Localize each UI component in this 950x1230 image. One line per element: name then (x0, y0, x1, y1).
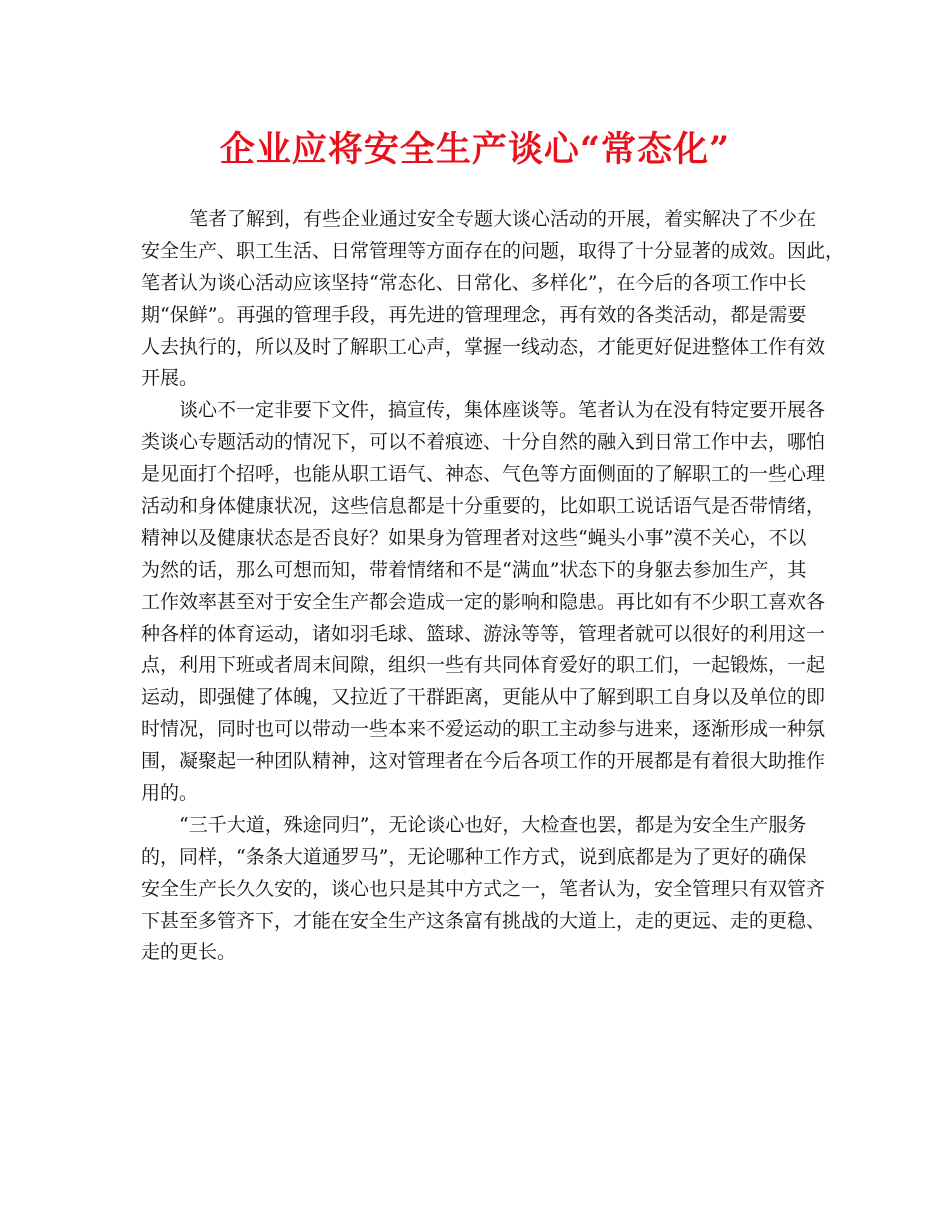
paragraph-1-line: 人去执行的，所以及时了解职工心声，掌握一线动态，才能更好促进整体工作有效 (141, 335, 826, 358)
paragraph-2-line: 时情况，同时也可以带动一些本来不爱运动的职工主动参与进来，逐渐形成一种氛 (141, 718, 826, 741)
paragraph-2-line: 种各样的体育运动，诸如羽毛球、篮球、游泳等等，管理者就可以很好的利用这一 (141, 622, 826, 645)
paragraph-2-line: 谈心不一定非要下文件，搞宣传，集体座谈等。笔者认为在没有特定要开展各 (179, 399, 826, 422)
paragraph-1-line: 期“保鲜”。再强的管理手段，再先进的管理理念，再有效的各类活动，都是需要 (141, 303, 807, 326)
paragraph-2-line: 活动和身体健康状况，这些信息都是十分重要的，比如职工说话语气是否带情绪， (141, 495, 826, 518)
paragraph-1-line: 笔者认为谈心活动应该坚持“常态化、日常化、多样化”，在今后的各项工作中长 (141, 271, 807, 294)
paragraph-3-line: 安全生产长久久安的，谈心也只是其中方式之一，笔者认为，安全管理只有双管齐 (141, 877, 826, 900)
paragraph-2-line: 为然的话，那么可想而知，带着情绪和不是“满血”状态下的身躯去参加生产，其 (141, 558, 807, 581)
paragraph-2-line: 精神以及健康状态是否良好？如果身为管理者对这些“蝇头小事”漠不关心，不以 (141, 526, 807, 549)
paragraph-3-line: 下甚至多管齐下，才能在安全生产这条富有挑战的大道上，走的更远、走的更稳、 (141, 909, 826, 932)
document-body (141, 204, 845, 969)
paragraph-2-line: 围，凝聚起一种团队精神，这对管理者在今后各项工作的开展都是有着很大助推作 (141, 750, 826, 773)
paragraph-2-line: 用的。 (141, 782, 199, 805)
paragraph-2-line: 点，利用下班或者周末间隙，组织一些有共同体育爱好的职工们，一起锻炼，一起 (141, 654, 826, 677)
paragraph-3-line: 走的更长。 (141, 941, 237, 964)
paragraph-1-line: 笔者了解到，有些企业通过安全专题大谈心活动的开展，着实解决了不少在 (189, 208, 817, 230)
paragraph-3-line: 的，同样，“条条大道通罗马”，无论哪种工作方式，说到底都是为了更好的确保 (141, 845, 807, 868)
paragraph-1-line: 安全生产、职工生活、日常管理等方面存在的问题，取得了十分显著的成效。因此， (141, 239, 845, 262)
document-title: 企业应将安全生产谈心“常态化” (219, 129, 731, 170)
paragraph-2-line: 是见面打个招呼，也能从职工语气、神态、气色等方面侧面的了解职工的一些心理 (141, 463, 826, 486)
paragraph-2-line: 工作效率甚至对于安全生产都会造成一定的影响和隐患。再比如有不少职工喜欢各 (141, 590, 826, 613)
paragraph-3-line: “三千大道，殊途同归”，无论谈心也好，大检查也罢，都是为安全生产服务 (179, 813, 807, 836)
paragraph-1-line: 开展。 (141, 367, 199, 390)
paragraph-2-line: 类谈心专题活动的情况下，可以不着痕迹、十分自然的融入到日常工作中去，哪怕 (141, 431, 826, 454)
paragraph-2-line: 运动，即强健了体魄，又拉近了干群距离，更能从中了解到职工自身以及单位的即 (141, 686, 826, 709)
